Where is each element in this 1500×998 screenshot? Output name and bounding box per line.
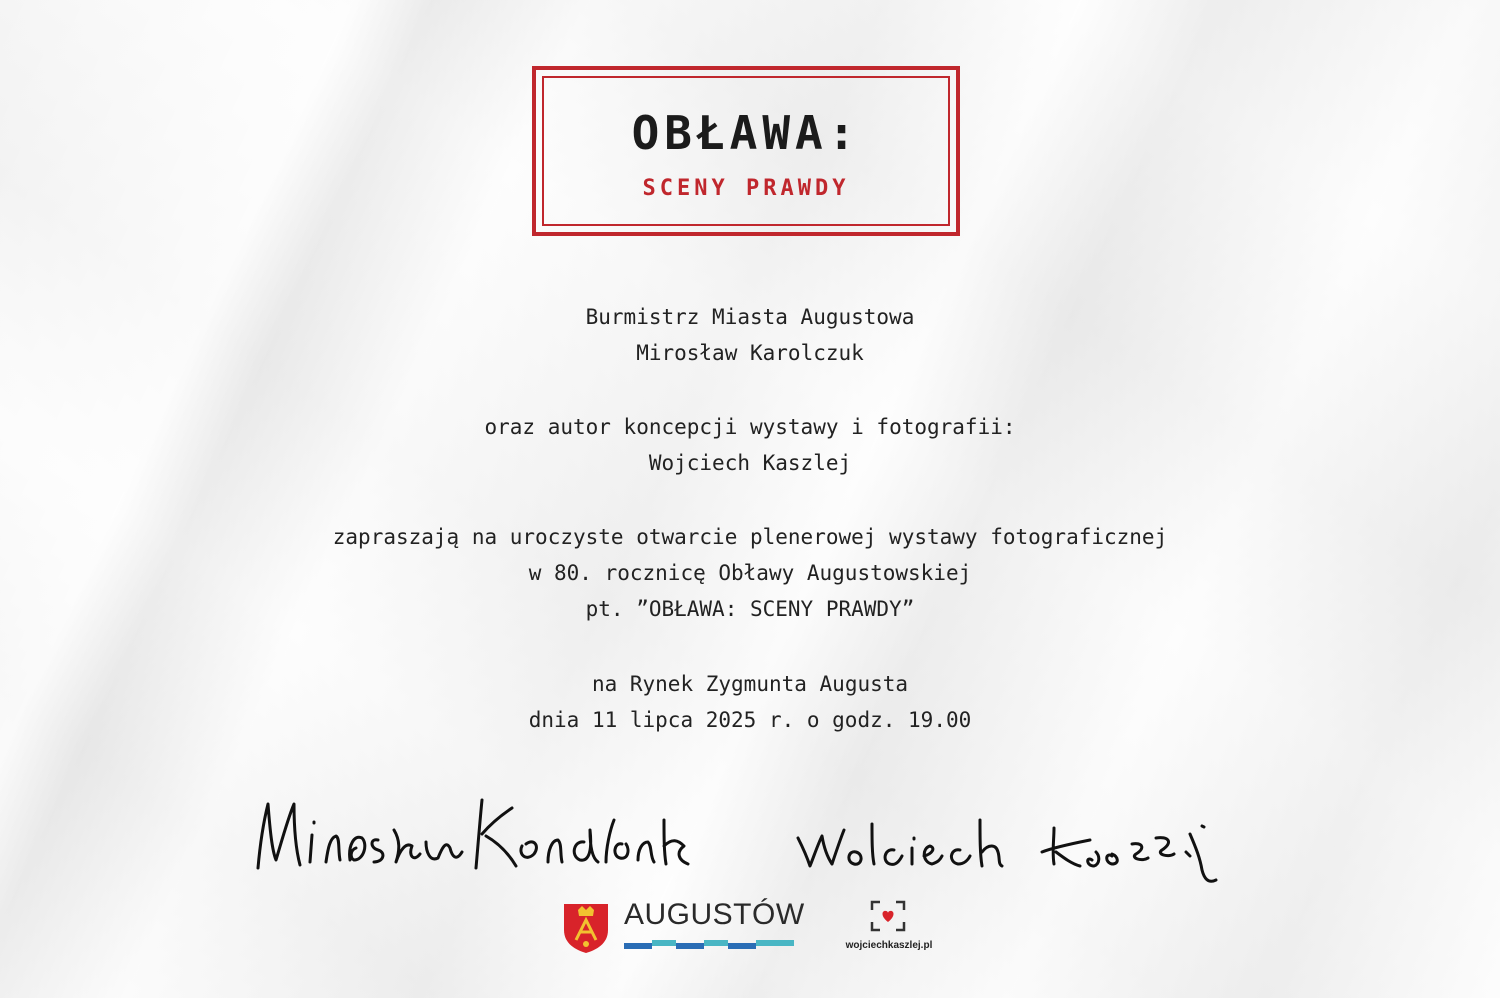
author-name: Wojciech Kaszlej <box>648 451 852 475</box>
place-block <box>0 666 1500 738</box>
coat-of-arms-icon <box>562 900 610 954</box>
signature-left <box>250 790 700 880</box>
host-name: Mirosław Karolczuk <box>636 341 864 365</box>
city-name: AUGUSTÓW <box>624 898 805 931</box>
wk-site: wojciechkaszlej.pl <box>845 940 933 951</box>
title-stamp <box>532 66 960 236</box>
invite-line-3: pt. ”OBŁAWA: SCENY PRAWDY” <box>585 597 915 621</box>
host-block <box>0 299 1500 371</box>
date-line: dnia 11 lipca 2025 r. o godz. 19.00 <box>528 708 972 732</box>
invite-block <box>0 519 1500 627</box>
stamp-title: OBŁAWA: <box>631 106 861 160</box>
author-block <box>0 409 1500 481</box>
invite-line-1: zapraszają na uroczyste otwarcie plenerowej wystawy fotograficznej <box>332 525 1168 549</box>
signature-right <box>790 808 1240 888</box>
camera-frame-heart-icon <box>870 900 906 932</box>
city-wave-icon <box>624 938 794 950</box>
place-line: na Rynek Zygmunta Augusta <box>591 672 909 696</box>
host-title: Burmistrz Miasta Augustowa <box>585 305 915 329</box>
invite-line-2: w 80. rocznicę Obławy Augustowskiej <box>528 561 972 585</box>
author-title: oraz autor koncepcji wystawy i fotografii: <box>484 415 1016 439</box>
stamp-subtitle: SCENY PRAWDY <box>642 176 850 201</box>
